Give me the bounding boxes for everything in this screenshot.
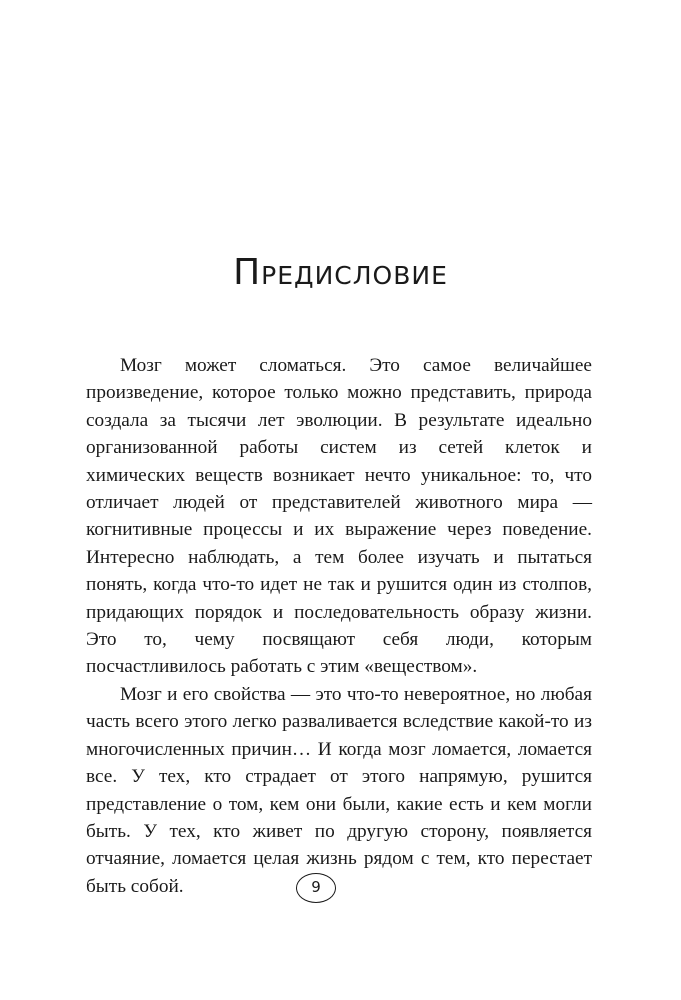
paragraph-1: Мозг может сломаться. Это самое величайшее произведение, которое только можно представить, природа создала за тысячи лет эволюции. В результате идеально организованной работы систем из сетей клеток и химических веществ возникает нечто уникальное: то, что отличает людей от представителей животного мира — когнитивные процессы и их выражение через поведение. Интересно наблюдать, а тем более изучать и пытаться понять, когда что-то идет не так и рушится один из столпов, придающих порядок и последовательность образу жизни. Это то, чему посвящают себя люди, которым посчастливилось работать с этим «веществом». bbox=[86, 355, 592, 678]
page-number: 9 bbox=[296, 873, 336, 903]
body-text bbox=[86, 352, 592, 900]
paragraph-2: Мозг и его свойства — это что-то невероятное, но любая часть всего этого легко разваливается вследствие какой-то из многочисленных причин… И когда мозг ломается, ломается все. У тех, кто страдает от этого напрямую, рушится представление о том, кем они были, какие есть и кем могли быть. У тех, кто живет по другую сторону, появляется отчаяние, ломается целая жизнь рядом с тем, кто перестает быть собой. bbox=[86, 683, 592, 897]
chapter-title: Предисловие bbox=[233, 252, 448, 293]
